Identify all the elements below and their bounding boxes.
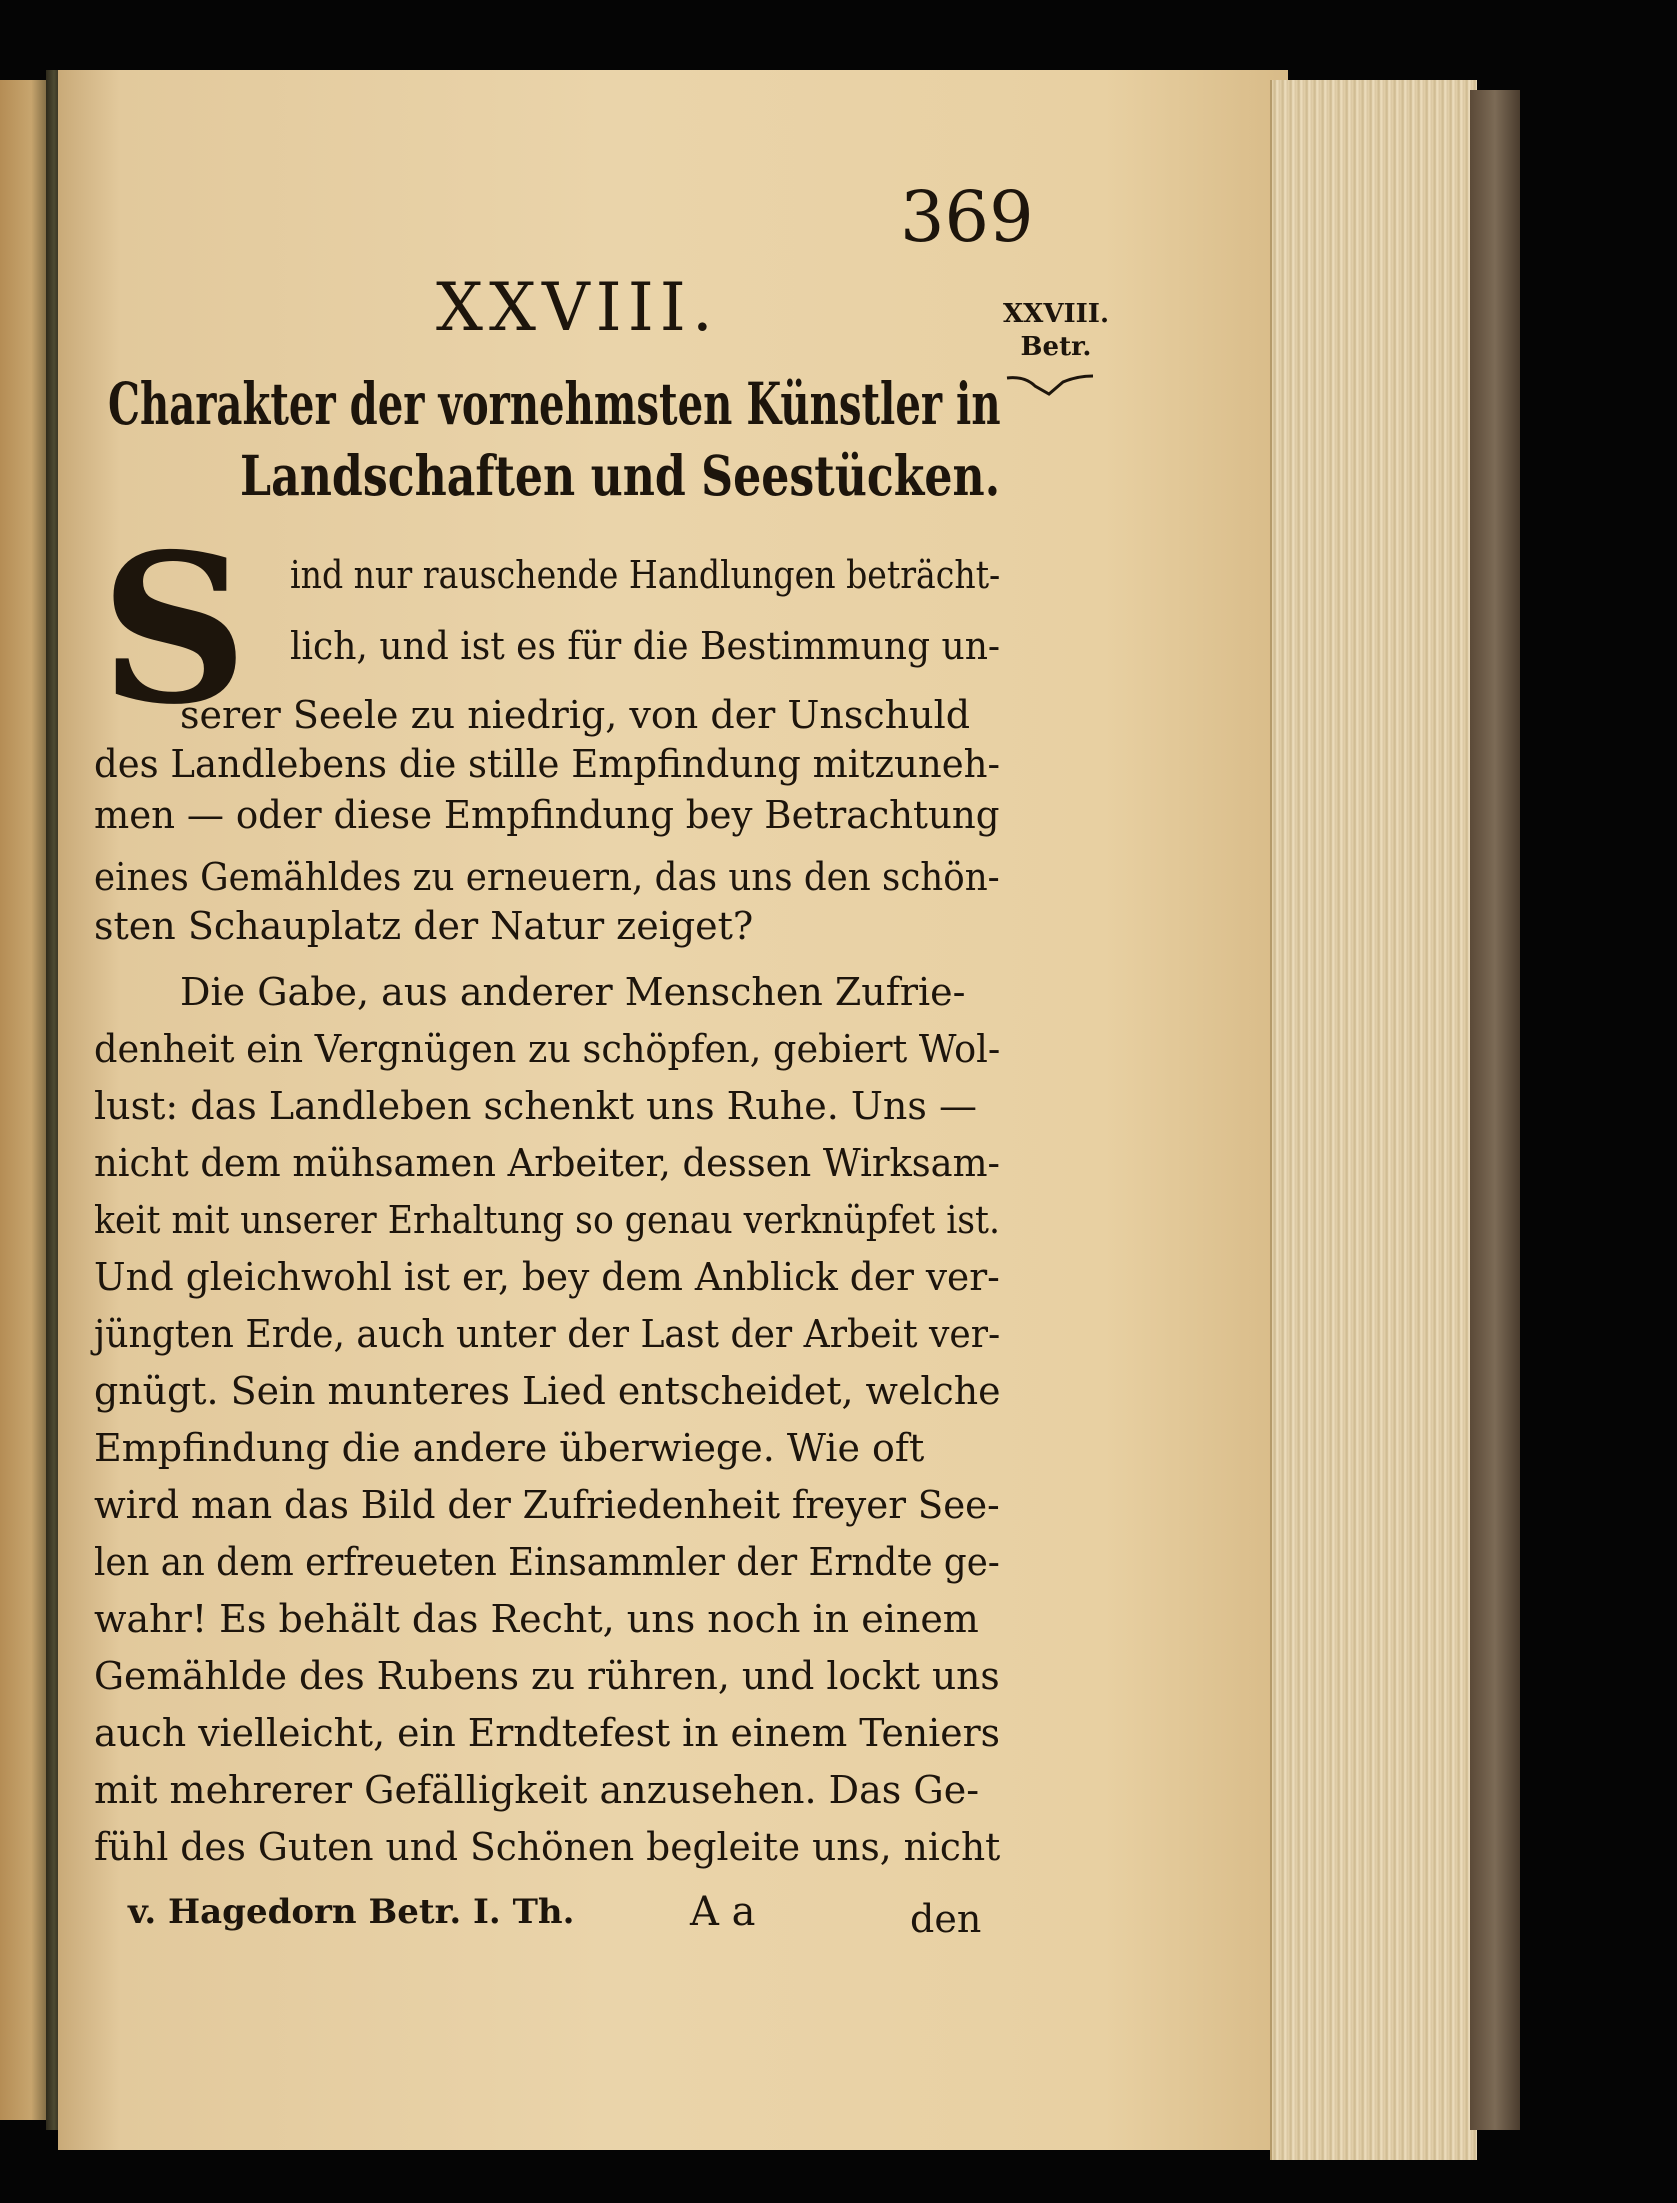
- body-line: Und gleichwohl ist er, bey dem Anblick der ver-: [94, 1255, 1000, 1299]
- footer-catchword: den: [910, 1897, 982, 1941]
- drop-cap: S: [100, 510, 249, 750]
- book-cover-edge: [1470, 90, 1520, 2130]
- body-line: keit mit unserer Erhaltung so genau verknüpfet ist.: [94, 1198, 1000, 1242]
- body-line: fühl des Guten und Schönen begleite uns, nicht: [94, 1825, 1001, 1869]
- body-line: des Landlebens die stille Empfindung mitzuneh-: [94, 742, 1001, 786]
- body-line: men — oder diese Empfindung bey Betrachtung: [94, 793, 1000, 837]
- body-line: Die Gabe, aus anderer Menschen Zufrie-: [180, 970, 966, 1014]
- chapter-heading-line2: Landschaften und Seestücken.: [240, 443, 1001, 508]
- body-line: Gemählde des Rubens zu rühren, und lockt uns: [94, 1654, 1000, 1698]
- body-line: eines Gemähldes zu erneuern, das uns den schön-: [94, 855, 1000, 899]
- body-line: gnügt. Sein munteres Lied entscheidet, welche: [94, 1369, 1001, 1413]
- body-line: lich, und ist es für die Bestimmung un-: [290, 624, 1001, 668]
- body-line: serer Seele zu niedrig, von der Unschuld: [180, 693, 971, 737]
- body-line: auch vielleicht, ein Erndtefest in einem Teniers: [94, 1711, 1000, 1755]
- footer-signature: v. Hagedorn Betr. I. Th.: [128, 1892, 575, 1932]
- body-line: sten Schauplatz der Natur zeiget?: [94, 904, 754, 948]
- body-line: nicht dem mühsamen Arbeiter, dessen Wirksam-: [94, 1141, 1000, 1185]
- marginal-note: [995, 298, 1117, 363]
- body-line: ind nur rauschende Handlungen beträcht-: [290, 553, 1001, 597]
- page-stack-edges: [1270, 80, 1477, 2160]
- body-line: len an dem erfreueten Einsammler der Erndte ge-: [94, 1540, 1000, 1584]
- marginal-note-line2: Betr.: [1020, 331, 1092, 362]
- previous-page-edge: [0, 80, 52, 2120]
- body-line: lust: das Landleben schenkt uns Ruhe. Uns —: [94, 1084, 977, 1128]
- chapter-number: XXVIII.: [436, 269, 719, 346]
- footer-signature-mark: A a: [690, 1889, 756, 1935]
- body-line: jüngten Erde, auch unter der Last der Arbeit ver-: [94, 1312, 1001, 1356]
- body-line: denheit ein Vergnügen zu schöpfen, gebiert Wol-: [94, 1027, 1001, 1071]
- body-line: wahr! Es behält das Recht, uns noch in einem: [94, 1597, 979, 1641]
- marginal-brace-mark: [1005, 372, 1095, 398]
- page-number: 369: [900, 176, 1034, 258]
- marginal-note-line1: XXVIII.: [1002, 299, 1110, 329]
- chapter-heading-line1: Charakter der vornehmsten Künstler in: [108, 370, 1001, 438]
- body-line: Empfindung die andere überwiege. Wie oft: [94, 1426, 925, 1470]
- body-line: wird man das Bild der Zufriedenheit freyer See-: [94, 1483, 1000, 1527]
- body-line: mit mehrerer Gefälligkeit anzusehen. Das Ge-: [94, 1768, 980, 1812]
